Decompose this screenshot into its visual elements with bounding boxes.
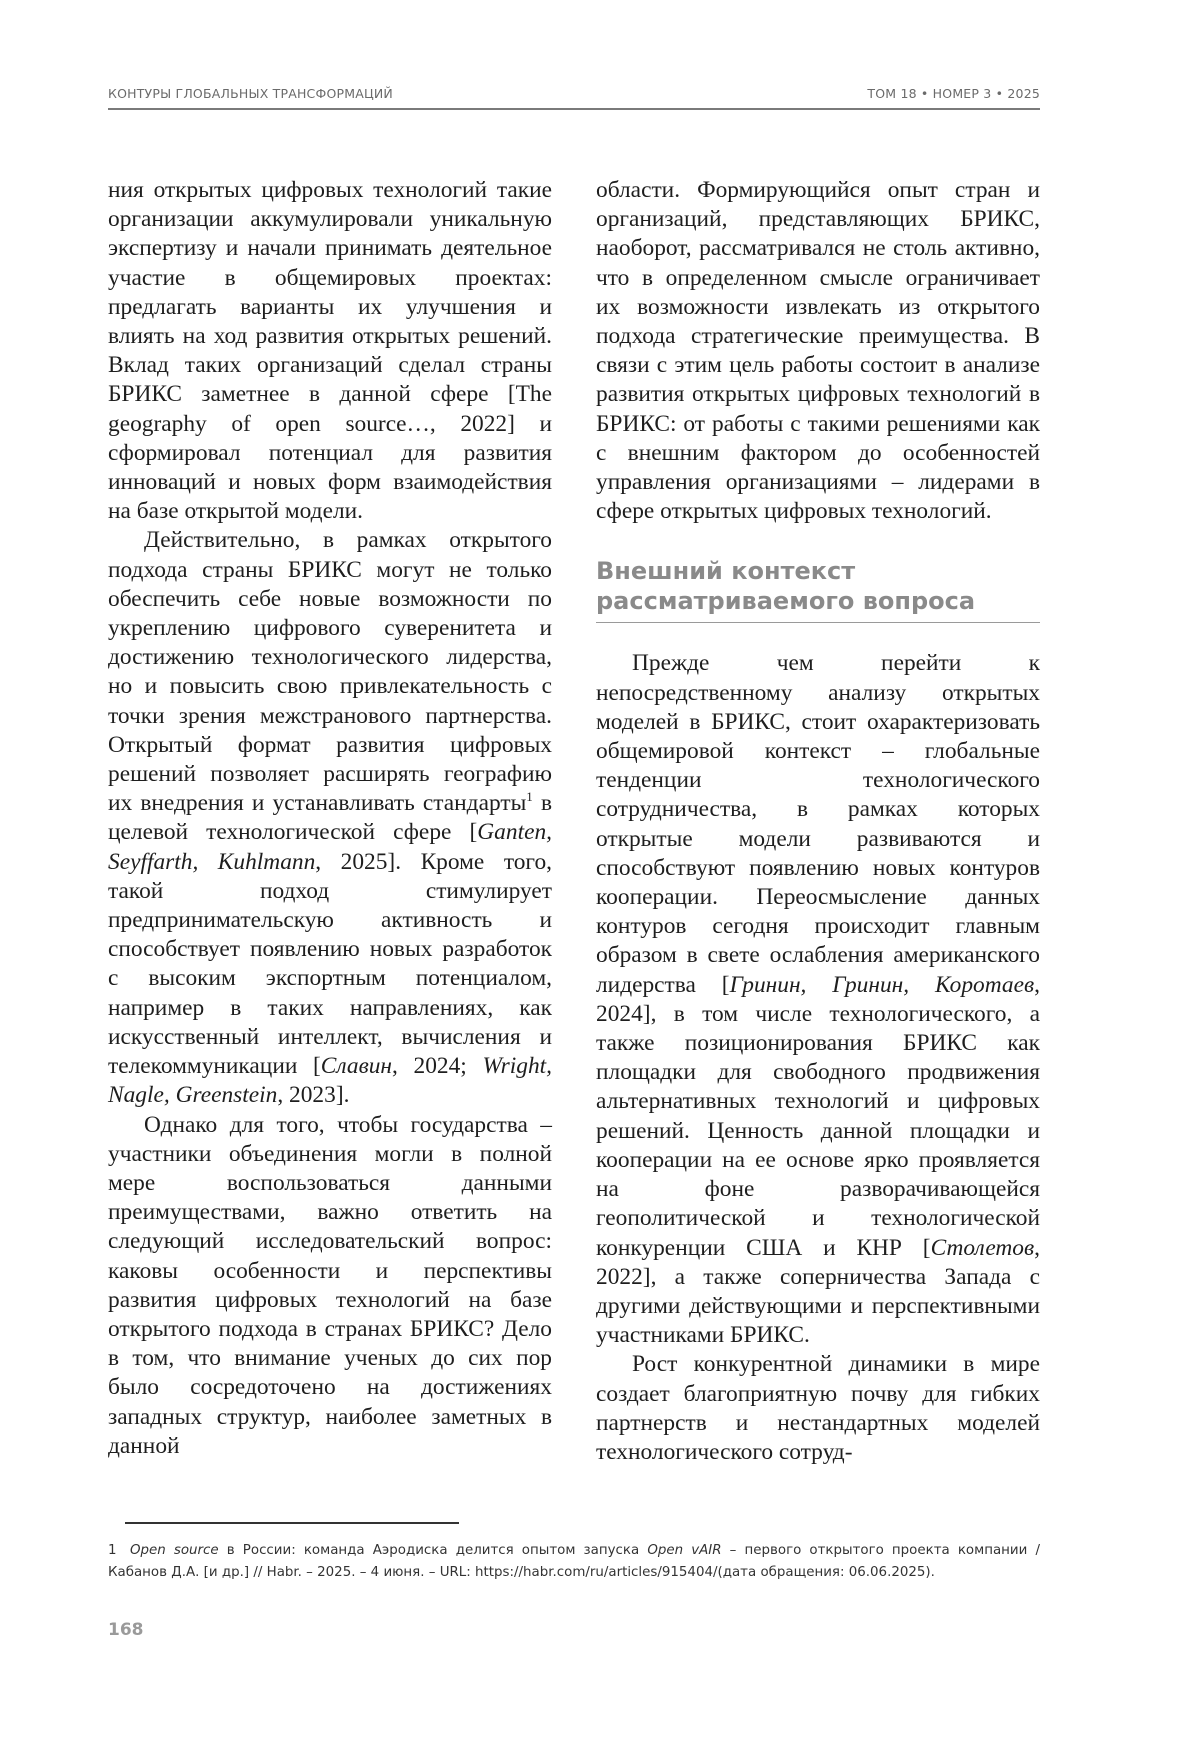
page-number: 168 [108, 1620, 144, 1640]
text-run: , 2024; [392, 1053, 483, 1080]
header-rule [108, 108, 1040, 110]
text-run: в целевой технологической сфере [ [108, 790, 552, 846]
running-header [108, 86, 1040, 108]
right-column [596, 176, 1040, 1467]
text-run: , 2022], а также соперничества Запада с другими действующими и перспективными участниками БРИКС. [596, 1234, 1040, 1349]
section-heading-line: рассматриваемого вопроса [596, 587, 976, 616]
journal-title: КОНТУРЫ ГЛОБАЛЬНЫХ ТРАНСФОРМАЦИЙ [108, 86, 393, 101]
text-run: Действительно, в рамках открытого подхода страны БРИКС могут не только обеспечить себе новые возможности по укреплению цифрового суверенитета и достижению технологического лидерства, но и повысить свою привлекательность с точки зрения межстранового партнерства. Открытый формат развития цифровых решений позволяет расширять географию их внедрения и устанавливать стандарты [108, 527, 552, 817]
footnote-italic: Open source [130, 1543, 219, 1558]
citation-authors: Ganten, Seyffarth, Kuhlmann [108, 819, 552, 875]
footnote-marker[interactable]: 1 [526, 789, 533, 805]
citation-authors: Гринин, Гринин, Коротаев [729, 971, 1035, 998]
text-run: , 2023]. [277, 1082, 350, 1109]
left-column [108, 176, 552, 1461]
citation-authors: Столетов [930, 1234, 1035, 1261]
section-heading [596, 556, 1040, 623]
paragraph: ния открытых цифровых технологий такие организации аккумулировали уникальную экспертизу и начали принимать деятельное участие в общемировых проектах: предлагать варианты их улучшения и влиять на ход развития открытых решений. Вклад таких организаций сделал страны БРИКС заметнее в данной сфере [The geography of open source…, 2022] и сформировал потенциал для развития инноваций и новых форм взаимодействия на базе открытой модели. [108, 177, 552, 525]
issue-info: ТОМ 18 • НОМЕР 3 • 2025 [867, 86, 1040, 101]
footnote-text: в России: команда Аэродиска делится опытом запуска [218, 1543, 648, 1558]
paragraph: области. Формирующийся опыт стран и организаций, представляющих БРИКС, наоборот, рассматривался не столь активно, что в определенном смысле ограничивает их возможности извлекать из открытого подхода стратегические преимущества. В связи с этим цель работы состоит в анализе развития открытых цифровых технологий в БРИКС: от работы с такими решениями как с внешним фактором до особенностей управления организациями – лидерами в сфере открытых цифровых технологий. [596, 177, 1040, 525]
paragraph [596, 649, 1040, 1350]
text-run: , 2025]. Кроме того, такой подход стимулирует предпринимательскую активность и способствует появлению новых разработок с высоким экспортным потенциалом, например в таких направлениях, как искусственный интеллект, вычисления и телекоммуникации [ [108, 848, 552, 1080]
citation-authors: Wright, Nagle, Greenstein [108, 1053, 552, 1109]
paragraph [108, 526, 552, 1110]
footnote [108, 1540, 1040, 1584]
footnote-text: – первого открытого проекта компании / Кабанов Д.А. [и др.] // Habr. – 2025. – 4 июня. – URL: https://habr.com/ru/articles/915404/(дата обращения: 06.06.2025). [108, 1543, 1040, 1580]
text-run: Прежде чем перейти к непосредственному анализу открытых моделей в БРИКС, стоит охарактеризовать общемировой контекст – глобальные тенденции технологического сотрудничества, в рамках которых открытые модели развиваются и способствуют появлению новых контуров кооперации. Переосмысление данных контуров сегодня происходит главным образом в свете ослабления американского лидерства [ [596, 650, 1040, 998]
footnote-italic: Open vAIR [647, 1543, 722, 1558]
section-heading-line: Внешний контекст [596, 557, 856, 586]
citation-authors: Славин [320, 1053, 393, 1080]
text-run: , 2024], в том числе технологического, а также позиционирования БРИКС как площадки для свободного продвижения альтернативных технологий и цифровых решений. Ценность данной площадки и кооперации на ее основе ярко проявляется на фоне разворачивающейся геополитической и технологической конкуренции США и КНР [ [596, 971, 1040, 1261]
paragraph: Однако для того, чтобы государства – участники объединения могли в полной мере воспользоваться данными преимуществами, важно ответить на следующий исследовательский вопрос: каковы особенности и перспективы развития цифровых технологий на базе открытого подхода в странах БРИКС? Дело в том, что внимание ученых до сих пор было сосредоточено на достижениях западных структур, наиболее заметных в данной [108, 1111, 552, 1459]
footnote-number: 1 [108, 1543, 117, 1558]
footnote-rule [125, 1522, 459, 1524]
paragraph: Рост конкурентной динамики в мире создает благоприятную почву для гибких партнерств и нестандартных моделей технологического сотруд- [596, 1351, 1040, 1465]
